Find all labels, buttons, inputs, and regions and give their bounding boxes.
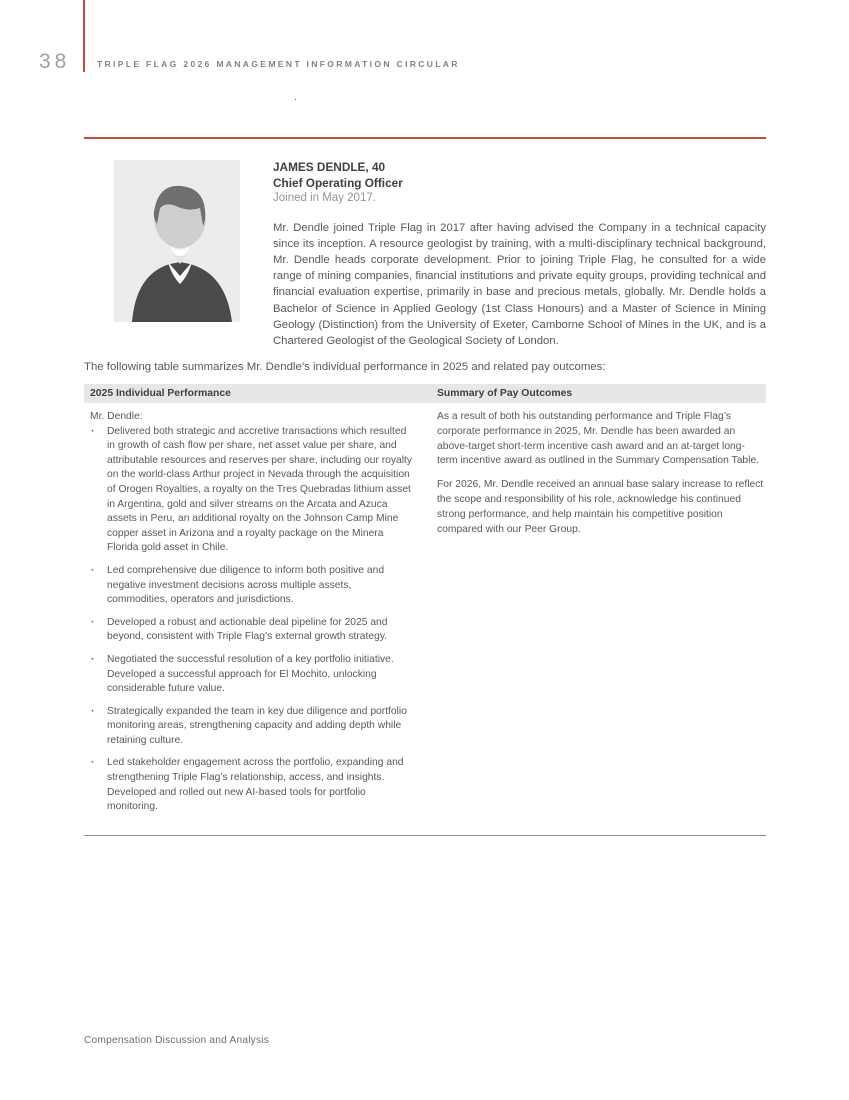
executive-title: Chief Operating Officer [273, 175, 403, 190]
individual-performance-column [84, 410, 437, 823]
page-number: 38 [39, 50, 71, 73]
performance-lead-line: Mr. Dendle: [90, 411, 143, 422]
header-red-divider [83, 0, 85, 72]
performance-table [84, 384, 766, 836]
performance-bullet-list [90, 425, 413, 815]
pay-outcomes-column [437, 410, 766, 823]
performance-bullet: · Developed a robust and actionable deal pipeline for 2025 and beyond, consistent with Triple Flag’s external growth strategy. [90, 616, 413, 645]
profile-photo [114, 160, 240, 322]
performance-bullet: · Delivered both strategic and accretive transactions which resulted in growth of cash flow per share, net asset value per share, and attributable resources and reserves per share, including our royalty on the world-class Arthur project in Nevada through the acquisition of Orogen Royalties, a royalty on the Tres Quebradas lithium asset in Argentina, gold and silver streams on the Arcata and Azuca assets in Peru, an additional royalty on the Johnson Camp Mine copper asset in Arizona and a royalty package on the Minera Florida gold asset in Chile. [90, 425, 413, 556]
table-intro-sentence: The following table summarizes Mr. Dendle’s individual performance in 2025 and related pay outcomes: [84, 361, 606, 373]
footer-section-label: Compensation Discussion and Analysis [84, 1035, 270, 1046]
column-header-individual-performance: 2025 Individual Performance [90, 388, 231, 399]
executive-joined-date: Joined in May 2017. [273, 192, 376, 204]
profile-text-block [273, 160, 766, 349]
performance-table-header [84, 384, 766, 403]
column-header-pay-outcomes: Summary of Pay Outcomes [437, 388, 573, 399]
executive-profile-section [84, 160, 766, 349]
running-header-title: TRIPLE FLAG 2026 MANAGEMENT INFORMATION CIRCULAR [97, 59, 460, 69]
pay-outcomes-paragraph: As a result of both his outstanding performance and Triple Flag’s corporate performance in 2025, Mr. Dendle has been awarded an above-target short-term incentive cash award and an at-target long-term incentive award as outlined in the Summary Compensation Table. [437, 411, 760, 467]
section-red-rule [84, 137, 766, 139]
performance-bullet: · Strategically expanded the team in key due diligence and portfolio monitoring areas, strengthening capacity and adding depth while retaining culture. [90, 705, 413, 749]
executive-name: JAMES DENDLE, 40 [273, 160, 386, 174]
pay-outcomes-paragraph: For 2026, Mr. Dendle received an annual base salary increase to reflect the scope and responsibility of his role, acknowledge his continued strong performance, and help maintain his competitive position compared with our Peer Group. [437, 479, 764, 535]
performance-table-body [84, 403, 766, 836]
performance-bullet: · Led stakeholder engagement across the portfolio, expanding and strengthening Triple Flag’s relationship, access, and insights. Developed and rolled out new AI-based tools for portfolio monitoring. [90, 756, 413, 814]
stray-period-mark: . [294, 92, 297, 103]
photo-cell [84, 160, 273, 349]
executive-bio: Mr. Dendle joined Triple Flag in 2017 after having advised the Company in a technical capacity since its inception. A resource geologist by training, with a multi-disciplinary technical background, Mr. Dendle heads corporate development. Prior to joining Triple Flag, he consulted for a wide range of mining companies, financial institutions and private equity groups, providing technical and financial evaluation expertise, primarily in base and precious metals, globally. Mr. Dendle holds a Bachelor of Science in Applied Geology (1st Class Honours) and a Master of Science in Mining Geology (Distinction) from the University of Exeter, Camborne School of Mines in the UK, and is a Chartered Geologist of the Geological Society of London. [273, 221, 766, 347]
performance-bullet: · Led comprehensive due diligence to inform both positive and negative investment decisions across multiple assets, commodities, operators and jurisdictions. [90, 564, 413, 608]
performance-bullet: · Negotiated the successful resolution of a key portfolio initiative. Developed a successful approach for El Mochito, unlocking considerable future value. [90, 653, 413, 697]
